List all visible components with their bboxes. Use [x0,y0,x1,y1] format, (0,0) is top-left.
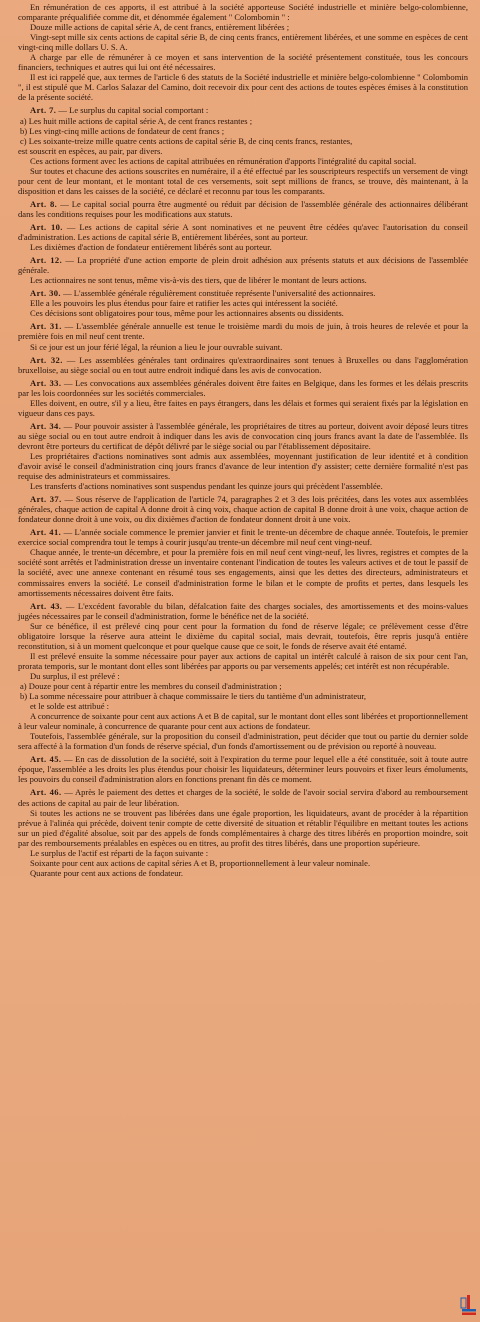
article-paragraph [18,355,468,375]
article-text: — Les convocations aux assemblées générales doivent être faites en Belgique, dans les formes et les délais prescrits par les lois coordonnées sur les sociétés commerciales. [18,377,468,398]
article-number: Art. 37. [30,494,62,505]
body-paragraph: En rémunération de ces apports, il est attribué à la société apporteuse Société industrielle et minière belgo-colombienne, comparante préqualifiée comme dit, et dénommée également " Colombomin " : [18,2,468,23]
body-paragraph: Elle a les pouvoirs les plus étendus pour faire et ratifier les actes qui intéressent la société. [30,298,338,309]
article-number: Art. 8. [30,198,58,209]
article-paragraph [18,105,468,115]
article-number: Art. 10. [30,221,63,232]
body-paragraph: Les transferts d'actions nominatives sont suspendus pendant les quinze jours qui précèdent l'assemblée. [30,481,383,492]
article-text: — La propriété d'une action emporte de plein droit adhésion aux présents statuts et aux décisions de l'assemblée générale. [18,255,468,276]
body-paragraph: Ces actions forment avec les actions de capital attribuées en rémunération d'apports l'intégralité du capital social. [30,155,417,166]
list-item: b) Les vingt-cinq mille actions de fondateur de cent francs ; [20,125,225,136]
body-paragraph: Du surplus, il est prélevé : [30,670,120,681]
article-paragraph [18,199,468,219]
body-paragraph: Il est ici rappelé que, aux termes de l'article 6 des statuts de la Société industrielle et minière belgo-colombienne " Colombomin ", il est stipulé que M. Carlos Salazar del Camino, doit recevoir dix pour cent des actions de toutes espèces émises à la constitution de la présente société. [18,72,468,103]
body-paragraph: Si ce jour est un jour férié légal, la réunion a lieu le jour ouvrable suivant. [30,341,283,352]
body-paragraph: Sur toutes et chacune des actions souscrites en numéraire, il a été effectué par les souscripteurs respectifs un versement de vingt pour cent de leur montant, et le montant total de ces versements, soit sept millions de francs, se trouve, dès maintenant, à la disposition et dans les caisses de la société, ce déclaré et reconnu par tous les comparants. [18,165,468,196]
body-paragraph: Elles doivent, en outre, s'il y a lieu, être faites en pays étrangers, dans les délais et formes qui seraient fixés par la législation en vigueur dans ces pays. [18,397,468,418]
article-number: Art. 43. [30,600,63,611]
article-text: — L'excédent favorable du bilan, défalcation faite des charges sociales, des amortissements et des moins-values jugées nécessaires par le conseil d'administration, forme le bénéfice net de la société. [18,600,468,621]
article-paragraph [18,527,468,547]
article-number: Art. 34. [30,420,62,431]
article-number: Art. 45. [30,754,62,765]
article-number: Art. 41. [30,527,62,538]
article-number: Art. 12. [30,255,63,266]
article-text: — Sous réserve de l'application de l'article 74, paragraphes 2 et 3 des lois précitées, dans les votes aux assemblées générales, chaque action de capital A donne droit à cinq voix, chaque action de capital B donne droit à une voix, chaque action de fondateur donne droit à une voix, ou dix dixièmes d'action de fondateur donnent droit à une voix. [18,494,468,525]
body-paragraph: Il est prélevé ensuite la somme nécessaire pour payer aux actions de capital un intérêt calculé à raison de six pour cent l'an, prorata temporis, sur le montant dont elles sont libérées par apports ou par versements appelés; cet intérêt est non récupérable. [18,650,468,671]
body-paragraph: Le surplus de l'actif est réparti de la façon suivante : [30,847,209,858]
body-paragraph: Sur ce bénéfice, il est prélevé cinq pour cent pour la formation du fond de réserve légale; ce prélèvement cesse d'être obligatoire lorsque la réserve aura atteint le dixième du capital social, mais devrait, toutefois, être repris jusqu'à entière reconstitution, si à un moment quelconque et pour quelque cause que ce soit, le fonds de réserve avait été entamé. [18,620,468,651]
article-text: — L'assemblée générale annuelle est tenue le troisième mardi du mois de juin, à trois heures de relevée et pour la première fois en mil neuf cent trente. [18,321,468,342]
article-number: Art. 46. [30,787,62,798]
body-paragraph: Les actionnaires ne sont tenus, même vis-à-vis des tiers, que de libérer le montant de leurs actions. [30,275,367,286]
body-paragraph: Les dixièmes d'action de fondateur entièrement libérés sont au porteur. [30,242,272,253]
body-paragraph: Soixante pour cent aux actions de capital séries A et B, proportionnellement à leur valeur nominale. [30,857,371,868]
article-paragraph [18,255,468,275]
article-paragraph [18,601,468,621]
article-text: — Les assemblées générales tant ordinaires qu'extraordinaires sont tenues à Bruxelles ou dans l'agglomération bruxelloise, au siège social ou en tout autre endroit indiqué dans les avis de convocation. [18,354,468,375]
article-text: — En cas de dissolution de la société, soit à l'expiration du terme pour lequel elle a été constituée, soit à toute autre époque, l'assemblée a les droits les plus étendus pour choisir les liquidateurs, déterminer leurs pouvoirs et fixer leurs émoluments, les pouvoirs du conseil d'administration alors en fonctions prenant fin dès ce moment. [18,754,468,785]
body-paragraph: A charge par elle de rémunérer à ce moyen et sans intervention de la société présentement constituée, tous les concours financiers, techniques et autres qui lui ont été nécessaires. [18,52,468,73]
article-number: Art. 33. [30,377,62,388]
article-paragraph [18,787,468,807]
body-paragraph: Quarante pour cent aux actions de fondateur. [30,867,184,878]
body-paragraph: Toutefois, l'assemblée générale, sur la proposition du conseil d'administration, peut décider que tout ou partie du dernier solde sera affecté à la formation d'un fonds de réserve spécial, d'un fonds d'amortissement ou de prévision ou reporté à nouveau. [18,731,468,752]
article-text: — Le surplus du capital social comportant : [56,105,209,116]
list-item: c) Les soixante-treize mille quatre cents actions de capital série B, de cinq cents francs, restantes, [20,135,353,146]
body-paragraph: et le solde est attribué : [30,701,110,712]
article-text: — Après le paiement des dettes et charges de la société, le solde de l'avoir social servira d'abord au remboursement des actions de capital au pair de leur libération. [18,787,468,808]
body-paragraph: Les propriétaires d'actions nominatives sont admis aux assemblées, moyennant justification de leur identité et à condition d'avoir avisé le conseil d'administration cinq jours francs d'avance de leur intention d'y assister; cette dernière formalité n'est pas requise des administrateurs et commissaires. [18,450,468,482]
article-paragraph [18,288,468,298]
body-paragraph: Douze mille actions de capital série A, de cent francs, entièrement libérées ; [30,22,290,33]
body-paragraph: A concurrence de soixante pour cent aux actions A et B de capital, sur le montant dont elles sont libérées et proportionnellement à leur valeur nominale, à concurrence de quarante pour cent aux actions de fondateur. [18,711,468,732]
article-text: — Pour pouvoir assister à l'assemblée générale, les propriétaires de titres au porteur, doivent avoir déposé leurs titres au siège social ou en tout autre endroit à indiquer dans les avis de convocation cinq jours francs avant la date de l'assemblée. Ils devront être porteurs du certificat de dépôt délivré par le siège social ou par l'établissement dépositaire. [18,420,468,451]
body-paragraph: Si toutes les actions ne se trouvent pas libérées dans une égale proportion, les liquidateurs, avant de procéder à la répartition prévue à l'alinéa qui précède, doivent tenir compte de cette diversité de situation et rétablir l'équilibre en mettant toutes les actions sur un pied d'égalité absolue, soit par des appels de fonds complémentaires à charge des titres libérés en proportion moindre, soit par des remboursements préalables en espèces ou en titres, au profit des titres libérés, dans une proportion supérieure. [18,807,468,848]
library-logo-icon [460,1294,478,1316]
article-text: — L'année sociale commence le premier janvier et finit le trente-un décembre de chaque année. Toutefois, le premier exercice social comprendra tout le temps à courir jusqu'au trente-un décembre mil neuf cent vingt-neuf. [18,527,468,548]
body-paragraph: Vingt-sept mille six cents actions de capital série B, de cinq cents francs, entièrement libérées, et une somme en espèces de cent vingt-cinq mille dollars U. S. A. [18,32,468,53]
article-paragraph [18,321,468,341]
article-paragraph [18,378,468,398]
article-text: — Le capital social pourra être augmenté ou réduit par décision de l'assemblée générale des actionnaires délibérant dans les conditions requises pour les modifications aux statuts. [18,198,468,219]
body-paragraph: Chaque année, le trente-un décembre, et pour la première fois en mil neuf cent vingt-neuf, les livres, registres et comptes de la société sont arrêtés et l'administration dresse un inventaire contenant l'indication de toutes les valeurs actives et de tout le passif de la société, avec une annexe contenant en résumé tous ses engagements, ainsi que les dettes des directeurs, administrateurs et commissaires envers la société. Le conseil d'administration forme le bilan et le compte de profits et pertes, dans lesquels les amortissements nécessaires doivent être faits. [18,547,468,598]
list-item: a) Douze pour cent à répartir entre les membres du conseil d'administration ; [20,681,282,691]
article-paragraph [18,222,468,242]
list-item: b) La somme nécessaire pour attribuer à chaque commissaire le tiers du tantième d'un administrateur, [20,691,367,702]
article-text: — Les actions de capital série A sont nominatives et ne peuvent être cédées qu'avec l'autorisation du conseil d'administration. Les actions de capital série B, entièrement libérées, sont au porteur. [18,221,468,243]
document-body [18,2,468,878]
article-number: Art. 30. [30,288,61,299]
list-item: a) Les huit mille actions de capital série A, de cent francs restantes ; [20,115,253,126]
article-paragraph [18,754,468,784]
body-paragraph: est souscrit en espèces, au pair, par divers. [18,145,163,156]
article-paragraph [18,421,468,451]
article-number: Art. 7. [30,105,57,116]
article-paragraph [18,494,468,524]
article-text: — L'assemblée générale régulièrement constituée représente l'universalité des actionnaires. [60,288,376,299]
article-number: Art. 32. [30,354,63,365]
body-paragraph: Ces décisions sont obligatoires pour tous, même pour les actionnaires absents ou dissidents. [30,308,344,319]
article-number: Art. 31. [30,321,62,332]
